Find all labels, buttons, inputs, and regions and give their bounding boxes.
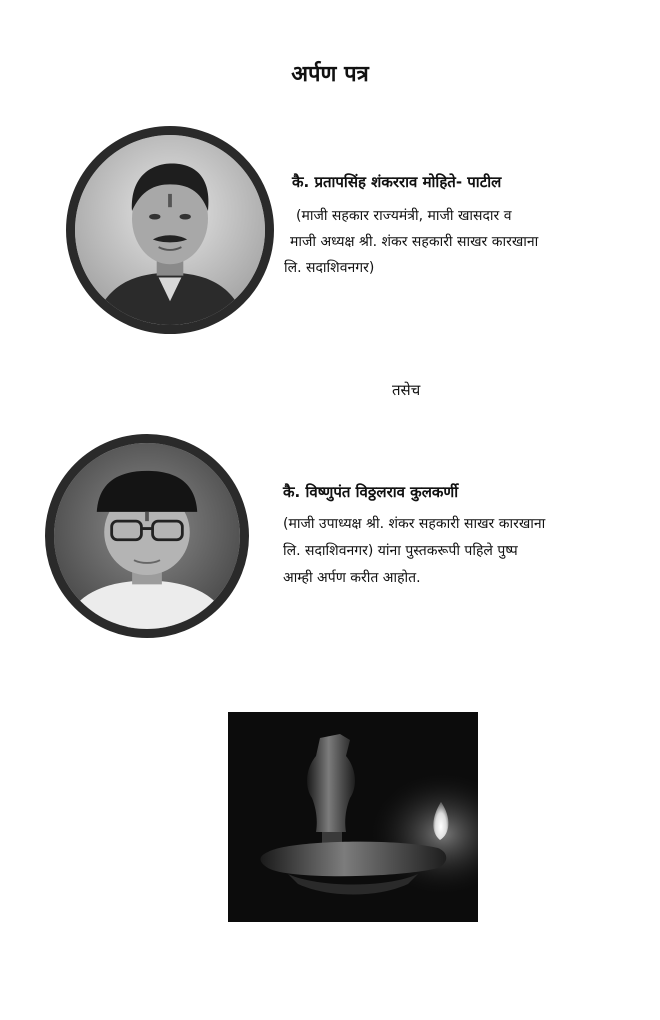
person-desc-line: (माजी सहकार राज्यमंत्री, माजी खासदार व bbox=[296, 208, 512, 224]
portrait-photo-first bbox=[66, 126, 274, 334]
person-desc-line: लि. सदाशिवनगर) यांना पुस्तकरूपी पहिले पुष्प bbox=[283, 543, 518, 559]
portrait-photo-second bbox=[45, 434, 249, 638]
person-desc-line: लि. सदाशिवनगर) bbox=[284, 260, 375, 276]
conjunction-text: तसेच bbox=[392, 381, 421, 399]
person-desc-line: (माजी उपाध्यक्ष श्री. शंकर सहकारी साखर कारखाना bbox=[283, 516, 546, 532]
page-title: अर्पण पत्र bbox=[291, 62, 369, 87]
person-name-first: कै. प्रतापसिंह शंकरराव मोहिते- पाटील bbox=[292, 173, 502, 191]
oil-lamp-image bbox=[228, 712, 478, 922]
person-desc-line: आम्ही अर्पण करीत आहोत. bbox=[283, 570, 421, 586]
person-desc-line: माजी अध्यक्ष श्री. शंकर सहकारी साखर कारखाना bbox=[290, 234, 539, 250]
person-name-second: कै. विष्णुपंत विठ्ठलराव कुलकर्णी bbox=[283, 483, 459, 501]
